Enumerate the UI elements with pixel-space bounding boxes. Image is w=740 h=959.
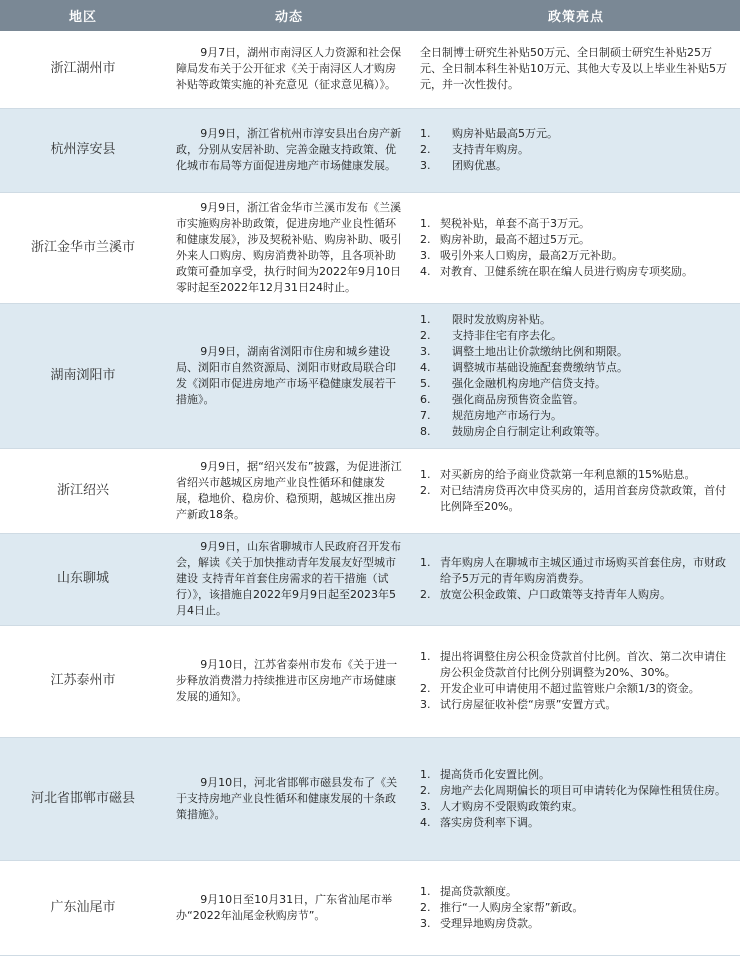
policy-item-text: 规范房地产市场行为。: [452, 408, 562, 422]
table-row: [0, 303, 740, 448]
policy-item: [420, 799, 730, 815]
policy-item-number: 3.: [420, 344, 431, 358]
policy-item: [420, 312, 730, 328]
policy-list: [420, 767, 730, 831]
policy-item-text: 调整城市基础设施配套费缴纳节点。: [452, 360, 628, 374]
policy-item-text: 限时发放购房补贴。: [452, 312, 551, 326]
news-cell: 9月7日，湖州市南浔区人力资源和社会保障局发布关于公开征求《关于南浔区人才购房补贴等政策实施的补充意见（征求意见稿）》。: [166, 31, 412, 108]
region-cell: 江苏泰州市: [0, 625, 166, 737]
policy-list: [420, 216, 730, 280]
news-cell: 9月10日至10月31日，广东省汕尾市举办“2022年汕尾金秋购房节”。: [166, 860, 412, 955]
news-cell: 9月10日，江苏省泰州市发布《关于进一步释放消费潜力持续推进市区房地产市场健康发展的通知》。: [166, 625, 412, 737]
table-row: [0, 448, 740, 533]
policy-cell: [412, 860, 740, 955]
policy-item-text: 对已结清房贷再次申贷买房的，适用首套房贷款政策，首付比例降至20%。: [440, 483, 726, 513]
policy-cell: [412, 737, 740, 860]
policy-item: [420, 587, 730, 603]
policy-item-text: 对买新房的给予商业贷款第一年利息额的15%贴息。: [440, 467, 696, 481]
region-cell: 河北省邯郸市磁县: [0, 737, 166, 860]
policy-list: [420, 126, 730, 174]
policy-item-number: 5.: [420, 376, 431, 390]
policy-item: [420, 376, 730, 392]
policy-item-text: 人才购房不受限购政策约束。: [440, 799, 583, 813]
policy-item-number: 2.: [420, 783, 431, 797]
policy-item: [420, 142, 730, 158]
policy-item: [420, 408, 730, 424]
table-row: [0, 192, 740, 303]
policy-text: 全日制博士研究生补贴50万元、全日制硕士研究生补贴25万元、全日制本科生补贴10万元、其他大专及以上毕业生补贴5万元，并一次性拨付。: [420, 46, 727, 92]
header-region: 地区: [0, 0, 166, 31]
policy-item-number: 1.: [420, 556, 431, 569]
policy-list: [420, 649, 730, 713]
policy-item-text: 落实房贷利率下调。: [440, 815, 539, 829]
policy-item: [420, 767, 730, 783]
policy-item: [420, 555, 730, 587]
policy-item-text: 购房补助，最高不超过5万元。: [440, 232, 590, 246]
table-row: [0, 625, 740, 737]
policy-item-number: 4.: [420, 264, 431, 278]
table-header-row: [0, 0, 740, 31]
policy-item-number: 3.: [420, 159, 431, 172]
policy-item-number: 3.: [420, 916, 431, 930]
policy-item: [420, 884, 730, 900]
policy-item-number: 6.: [420, 392, 431, 406]
policy-item-text: 推行“一人购房全家帮”新政。: [440, 900, 584, 914]
policy-item-number: 8.: [420, 424, 431, 438]
policy-item-number: 2.: [420, 588, 431, 601]
policy-item: [420, 900, 730, 916]
policy-item-text: 支持青年购房。: [452, 143, 529, 156]
policy-item: [420, 344, 730, 360]
policy-item-number: 2.: [420, 483, 431, 497]
policy-item-text: 试行房屋征收补偿“房票”安置方式。: [440, 698, 617, 711]
policy-cell: [412, 448, 740, 533]
policy-item: [420, 264, 730, 280]
policy-cell: [412, 192, 740, 303]
table-row: [0, 31, 740, 108]
policy-item-number: 4.: [420, 360, 431, 374]
policy-item-text: 团购优惠。: [452, 159, 507, 172]
policy-item-number: 1.: [420, 216, 431, 230]
policy-item-text: 购房补贴最高5万元。: [452, 127, 558, 140]
policy-cell: [412, 533, 740, 625]
policy-item-number: 3.: [420, 248, 431, 262]
policy-item-number: 3.: [420, 799, 431, 813]
policy-item: [420, 248, 730, 264]
policy-item: [420, 232, 730, 248]
policy-item-number: 7.: [420, 408, 431, 422]
policy-item-text: 开发企业可申请使用不超过监管账户余额1/3的资金。: [440, 682, 700, 695]
policy-item: [420, 392, 730, 408]
policy-list: [420, 312, 730, 440]
policy-item-text: 鼓励房企自行制定让利政策等。: [452, 424, 606, 438]
table-row: [0, 860, 740, 955]
region-cell: 杭州淳安县: [0, 108, 166, 192]
policy-item-text: 调整土地出让价款缴纳比例和期限。: [452, 344, 628, 358]
news-cell: 9月9日，山东省聊城市人民政府召开发布会，解读《关于加快推动青年发展友好型城市建设 支持青年首套住房需求的若干措施（试行）》，该措施自2022年9月9日起至2023年5月4日止。: [166, 533, 412, 625]
policy-item-text: 青年购房人在聊城市主城区通过市场购买首套住房，市财政给予5万元的青年购房消费券。: [440, 556, 726, 585]
region-cell: 山东聊城: [0, 533, 166, 625]
policy-item-number: 1.: [420, 767, 431, 781]
news-cell: 9月9日，浙江省金华市兰溪市发布《兰溪市实施购房补助政策，促进房地产业良性循环和健康发展》，涉及契税补贴、购房补助、吸引外来人口购房、购房消费补助等，且各项补助政策可叠加享受，执行时间为2022年9月10日零时起至2022年12月31日24时止。: [166, 192, 412, 303]
policy-list: [420, 467, 730, 515]
policy-item-number: 1.: [420, 884, 431, 898]
table-row: [0, 533, 740, 625]
policy-item-number: 4.: [420, 815, 431, 829]
policy-item-text: 提出将调整住房公积金贷款首付比例。首次、第二次申请住房公积金贷款首付比例分别调整为20%、30%。: [440, 650, 726, 679]
policy-item: [420, 916, 730, 932]
policy-item-number: 2.: [420, 328, 431, 342]
policy-item: [420, 424, 730, 440]
policy-item-text: 房地产去化周期偏长的项目可申请转化为保障性租赁住房。: [440, 783, 726, 797]
policy-item-text: 受理异地购房贷款。: [440, 916, 539, 930]
header-news: 动态: [166, 0, 412, 31]
header-policy: 政策亮点: [412, 0, 740, 31]
policy-list: [420, 884, 730, 932]
table-row: [0, 737, 740, 860]
policy-item: [420, 697, 730, 713]
region-cell: 浙江湖州市: [0, 31, 166, 108]
policy-item-text: 提高贷款额度。: [440, 884, 517, 898]
policy-item-text: 契税补贴，单套不高于3万元。: [440, 216, 590, 230]
region-cell: 湖南浏阳市: [0, 303, 166, 448]
policy-item-number: 1.: [420, 312, 431, 326]
policy-cell: [412, 625, 740, 737]
news-cell: 9月9日，湖南省浏阳市住房和城乡建设局、浏阳市自然资源局、浏阳市财政局联合印发《浏阳市促进房地产市场平稳健康发展若干措施》。: [166, 303, 412, 448]
policy-item-text: 对教育、卫健系统在职在编人员进行购房专项奖励。: [440, 264, 693, 278]
policy-item: [420, 483, 730, 515]
policy-item: [420, 360, 730, 376]
policy-item-number: 1.: [420, 650, 431, 663]
region-cell: 浙江金华市兰溪市: [0, 192, 166, 303]
news-cell: 9月10日，河北省邯郸市磁县发布了《关于支持房地产业良性循环和健康发展的十条政策措施》。: [166, 737, 412, 860]
region-cell: 浙江绍兴: [0, 448, 166, 533]
news-cell: 9月9日，据“绍兴发布”披露，为促进浙江省绍兴市越城区房地产业良性循环和健康发展，稳地价、稳房价、稳预期，越城区推出房产新政18条。: [166, 448, 412, 533]
policy-item-text: 支持非住宅有序去化。: [452, 328, 562, 342]
policy-item: [420, 681, 730, 697]
policy-item-number: 1.: [420, 127, 431, 140]
policy-item: [420, 216, 730, 232]
policy-item-text: 强化金融机构房地产信贷支持。: [452, 376, 606, 390]
policy-item-number: 2.: [420, 900, 431, 914]
policy-item: [420, 783, 730, 799]
policy-item: [420, 649, 730, 681]
policy-item: [420, 467, 730, 483]
policy-item-text: 吸引外来人口购房，最高2万元补助。: [440, 248, 623, 262]
policy-item-number: 3.: [420, 698, 431, 711]
policy-item-number: 1.: [420, 467, 431, 481]
table-row: [0, 108, 740, 192]
policy-item-text: 提高货币化安置比例。: [440, 767, 550, 781]
policy-cell: [412, 108, 740, 192]
policy-list: [420, 555, 730, 603]
policy-item: [420, 126, 730, 142]
region-cell: 广东汕尾市: [0, 860, 166, 955]
policy-item-number: 2.: [420, 682, 431, 695]
policy-item-number: 2.: [420, 232, 431, 246]
news-cell: 9月9日，浙江省杭州市淳安县出台房产新政，分别从安居补助、完善金融支持政策、优化城市布局等方面促进房地产市场健康发展。: [166, 108, 412, 192]
policy-cell: [412, 303, 740, 448]
policy-item: [420, 158, 730, 174]
policy-item-text: 强化商品房预售资金监管。: [452, 392, 584, 406]
policy-item: [420, 328, 730, 344]
policy-item-text: 放宽公积金政策、户口政策等支持青年人购房。: [440, 588, 671, 601]
policy-cell: [412, 31, 740, 108]
policy-item-number: 2.: [420, 143, 431, 156]
policy-item: [420, 815, 730, 831]
